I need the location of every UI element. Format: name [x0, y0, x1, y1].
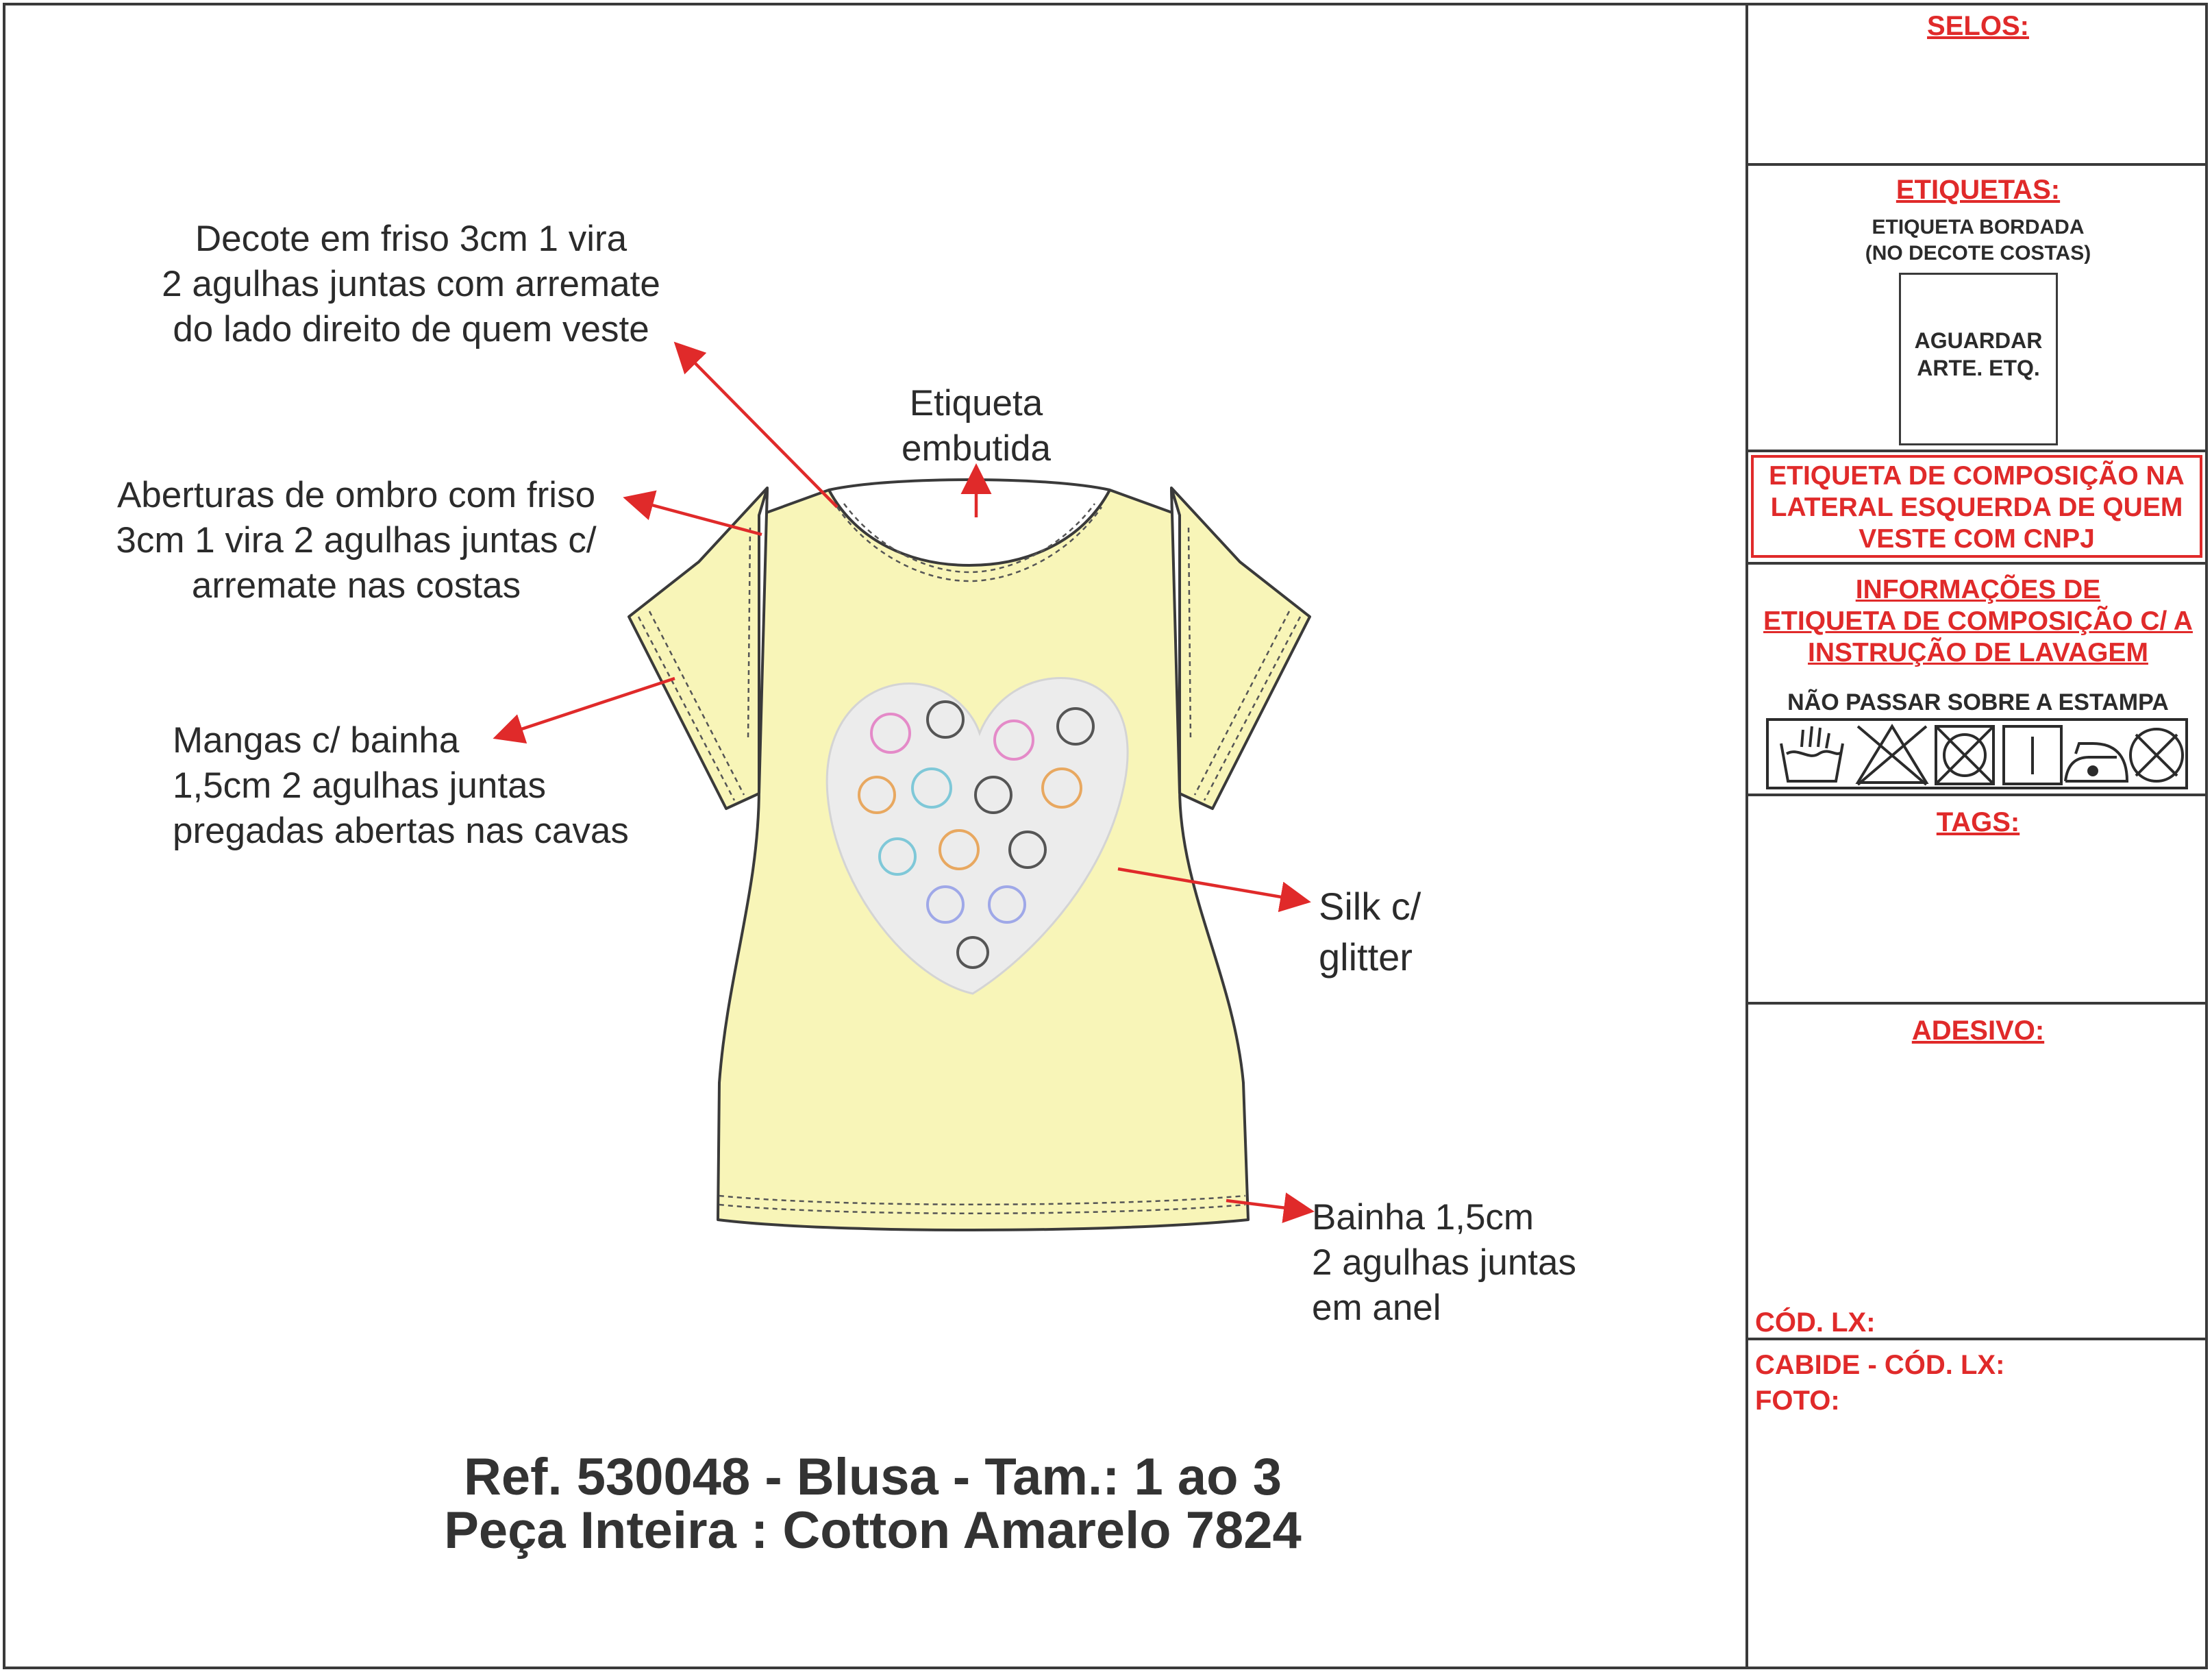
composition-label-box: ETIQUETA DE COMPOSIÇÃO NA LATERAL ESQUERDA DE QUEM VESTE COM CNPJ — [1751, 455, 2202, 558]
tags-heading: TAGS: — [1936, 807, 2020, 837]
note-neckline: Decote em friso 3cm 1 vira 2 agulhas juntas com arremate do lado direito de quem veste — [162, 219, 660, 349]
photo-label: FOTO: — [1755, 1386, 1840, 1416]
etiquetas-heading: ETIQUETAS: — [1896, 175, 2061, 205]
note-print: Silk c/ glitter — [1319, 885, 1421, 979]
neckline-back — [829, 480, 1110, 490]
note-shoulder: Aberturas de ombro com friso 3cm 1 vira 2 agulhas juntas c/ arremate nas costas — [116, 475, 597, 606]
hanger-code-label: CABIDE - CÓD. LX: — [1755, 1350, 2005, 1380]
note-sleeves: Mangas c/ bainha 1,5cm 2 agulhas juntas pregadas abertas nas cavas — [173, 720, 629, 851]
label-art-placeholder: AGUARDAR ARTE. ETQ. — [1899, 273, 2058, 445]
product-fabric: Peça Inteira : Cotton Amarelo 7824 — [444, 1501, 1302, 1560]
right-sleeve — [1171, 488, 1310, 809]
note-label-embedded: Etiqueta embutida — [901, 383, 1052, 469]
adesivo-heading: ADESIVO: — [1911, 1016, 2045, 1046]
left-sleeve — [629, 488, 767, 809]
selos-heading: SELOS: — [1927, 11, 2029, 41]
no-iron-print-text: NÃO PASSAR SOBRE A ESTAMPA — [1787, 689, 2169, 715]
arrow-neckline — [678, 346, 837, 507]
product-ref: Ref. 530048 - Blusa - Tam.: 1 ao 3 — [464, 1448, 1282, 1506]
note-hem: Bainha 1,5cm 2 agulhas juntas em anel — [1312, 1197, 1577, 1328]
etiqueta-bordada-text: ETIQUETA BORDADA (NO DECOTE COSTAS) — [1865, 216, 2091, 265]
composition-info-heading: INFORMAÇÕES DE ETIQUETA DE COMPOSIÇÃO C/ A INSTRUÇÃO DE LAVAGEM — [1763, 575, 2193, 667]
cod-lx-label: CÓD. LX: — [1755, 1307, 1876, 1338]
